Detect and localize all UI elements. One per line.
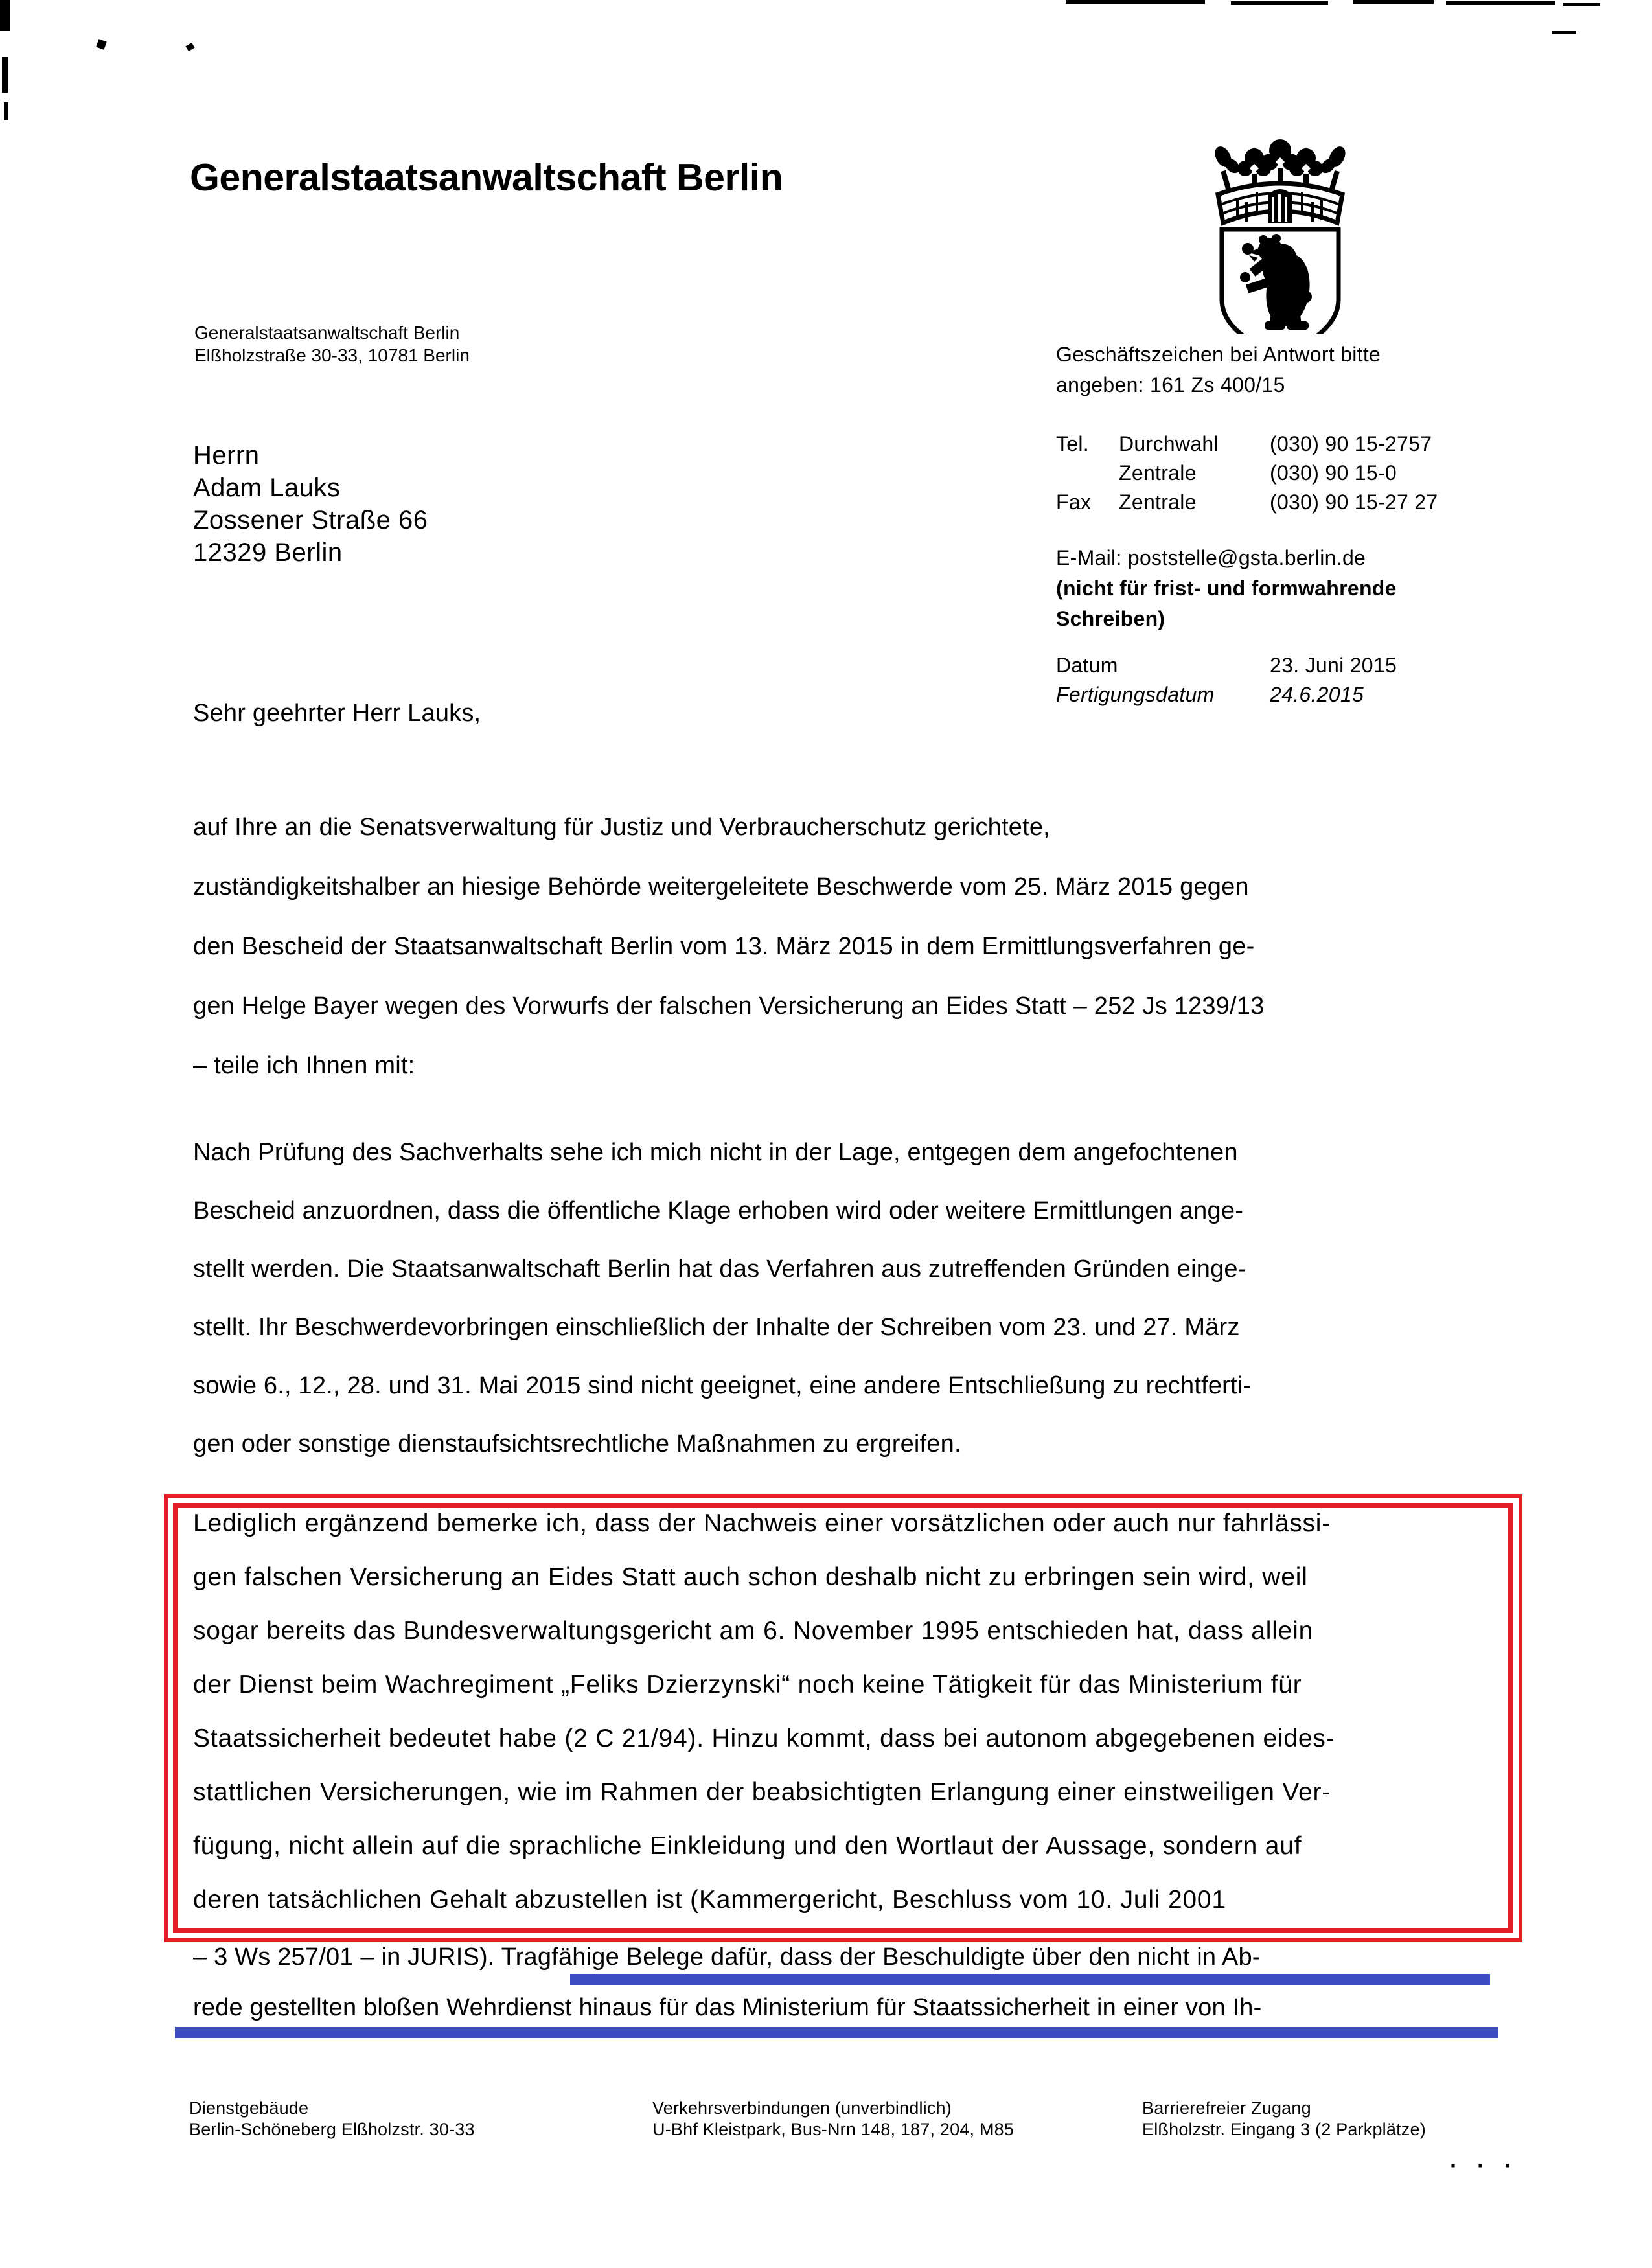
production-date-row bbox=[1056, 680, 1522, 709]
phone-row-zentrale bbox=[1056, 458, 1522, 487]
paragraph-line: sogar bereits das Bundesverwaltungsgericht am 6. November 1995 entschieden hat, dass allein bbox=[193, 1617, 1314, 1645]
footer-col-verkehr bbox=[652, 2098, 1014, 2140]
phone-row-label: Zentrale bbox=[1119, 490, 1197, 514]
footer-col-barrierefrei bbox=[1142, 2098, 1426, 2140]
paragraph-line: auf Ihre an die Senatsverwaltung für Justiz und Verbraucherschutz gerichtete, bbox=[193, 814, 1050, 841]
phone-row-label: Zentrale bbox=[1119, 461, 1197, 485]
footer-label: Verkehrsverbindungen (unverbindlich) bbox=[652, 2098, 952, 2118]
scan-dots-mark: · · · bbox=[1450, 2152, 1519, 2179]
email-note: (nicht für frist- und formwahrende bbox=[1056, 577, 1397, 600]
blue-underline-1 bbox=[570, 1974, 1490, 1985]
footer-value: Berlin-Schöneberg Elßholzstr. 30-33 bbox=[189, 2120, 475, 2139]
paragraph-line: fügung, nicht allein auf die sprachliche Einkleidung und den Wortlaut der Aussage, sondern auf bbox=[193, 1832, 1302, 1860]
footer-value: Elßholzstr. Eingang 3 (2 Parkplätze) bbox=[1142, 2120, 1426, 2139]
paragraph-line: Lediglich ergänzend bemerke ich, dass der Nachweis einer vorsätzlichen oder auch nur fahrlässi- bbox=[193, 1509, 1331, 1537]
date-label: Datum bbox=[1056, 654, 1118, 677]
sender-line: Elßholzstraße 30-33, 10781 Berlin bbox=[194, 345, 470, 365]
production-date-value: 24.6.2015 bbox=[1270, 683, 1364, 706]
paragraph-line: gen falschen Versicherung an Eides Statt auch schon deshalb nicht zu erbringen sein wird, weil bbox=[193, 1563, 1308, 1591]
fax-row bbox=[1056, 487, 1522, 516]
email-line: E-Mail: poststelle@gsta.berlin.de bbox=[1056, 546, 1366, 569]
boxed-paragraph bbox=[193, 1509, 1335, 1940]
reference-number: angeben: 161 Zs 400/15 bbox=[1056, 373, 1285, 396]
paragraph-line: stellt. Ihr Beschwerdevorbringen einschließlich der Inhalte der Schreiben vom 23. und 27. März bbox=[193, 1314, 1240, 1341]
closing-line-1: – 3 Ws 257/01 – in JURIS). Tragfähige Belege dafür, dass der Beschuldigte über den nicht in Ab- bbox=[193, 1943, 1261, 1971]
sender-address bbox=[194, 321, 470, 367]
meta-block bbox=[1056, 339, 1522, 709]
date-value: 23. Juni 2015 bbox=[1270, 654, 1397, 677]
paragraph-line: den Bescheid der Staatsanwaltschaft Berlin vom 13. März 2015 in dem Ermittlungsverfahren ge- bbox=[193, 933, 1255, 960]
tel-label: Tel. bbox=[1056, 432, 1089, 455]
paragraph-1 bbox=[193, 814, 1264, 1112]
closing-line-2: rede gestellten bloßen Wehrdienst hinaus für das Ministerium für Staatssicherheit in einer von Ih- bbox=[193, 1994, 1262, 2021]
salutation: Sehr geehrter Herr Lauks, bbox=[193, 700, 481, 727]
recipient-line: Zossener Straße 66 bbox=[193, 506, 428, 534]
email-note: Schreiben) bbox=[1056, 607, 1165, 630]
paragraph-line: – teile ich Ihnen mit: bbox=[193, 1052, 415, 1079]
paragraph-line: sowie 6., 12., 28. und 31. Mai 2015 sind nicht geeignet, eine andere Entschließung zu rechtferti- bbox=[193, 1372, 1252, 1399]
paragraph-line: gen Helge Bayer wegen des Vorwurfs der falschen Versicherung an Eides Statt – 252 Js 1239/13 bbox=[193, 992, 1265, 1020]
paragraph-line: deren tatsächlichen Gehalt abzustellen ist (Kammergericht, Beschluss vom 10. Juli 2001 bbox=[193, 1886, 1226, 1914]
paragraph-line: Staatssicherheit bedeutet habe (2 C 21/94). Hinzu kommt, dass bei autonom abgegebenen eides- bbox=[193, 1724, 1335, 1752]
berlin-coat-of-arms-icon bbox=[1204, 96, 1356, 334]
fax-number: (030) 90 15-27 27 bbox=[1270, 490, 1438, 514]
recipient-line: Adam Lauks bbox=[193, 474, 341, 502]
recipient-line: Herrn bbox=[193, 441, 260, 470]
footer-value: U-Bhf Kleistpark, Bus-Nrn 148, 187, 204, M85 bbox=[652, 2120, 1015, 2139]
reference-note: Geschäftszeichen bei Antwort bitte bbox=[1056, 343, 1381, 366]
phone-row-durchwahl bbox=[1056, 429, 1522, 458]
page-title: Generalstaatsanwaltschaft Berlin bbox=[190, 156, 783, 199]
blue-underline-2 bbox=[175, 2027, 1498, 2038]
footer-col-dienstgebaeude bbox=[189, 2098, 475, 2140]
recipient-line: 12329 Berlin bbox=[193, 538, 343, 567]
sender-line: Generalstaatsanwaltschaft Berlin bbox=[194, 323, 460, 343]
paragraph-line: stellt werden. Die Staatsanwaltschaft Berlin hat das Verfahren aus zutreffenden Gründen einge- bbox=[193, 1255, 1246, 1283]
phone-number: (030) 90 15-2757 bbox=[1270, 432, 1432, 455]
paragraph-line: Bescheid anzuordnen, dass die öffentliche Klage erhoben wird oder weitere Ermittlungen ange- bbox=[193, 1197, 1244, 1224]
footer-label: Barrierefreier Zugang bbox=[1142, 2098, 1311, 2118]
production-date-label: Fertigungsdatum bbox=[1056, 683, 1215, 706]
fax-label: Fax bbox=[1056, 490, 1092, 514]
phone-row-label: Durchwahl bbox=[1119, 432, 1219, 455]
paragraph-line: Nach Prüfung des Sachverhalts sehe ich mich nicht in der Lage, entgegen dem angefochtenen bbox=[193, 1139, 1238, 1166]
paragraph-line: zuständigkeitshalber an hiesige Behörde weitergeleitete Beschwerde vom 25. März 2015 gegen bbox=[193, 873, 1249, 900]
phone-number: (030) 90 15-0 bbox=[1270, 461, 1397, 485]
paragraph-2 bbox=[193, 1139, 1251, 1489]
paragraph-line: stattlichen Versicherungen, wie im Rahmen der beabsichtigten Erlangung einer einstweiligen Ver- bbox=[193, 1778, 1331, 1806]
paragraph-line: gen oder sonstige dienstaufsichtsrechtliche Maßnahmen zu ergreifen. bbox=[193, 1430, 961, 1458]
date-row bbox=[1056, 650, 1522, 680]
paragraph-line: der Dienst beim Wachregiment „Feliks Dzierzynski“ noch keine Tätigkeit für das Ministerium für bbox=[193, 1671, 1302, 1699]
footer-label: Dienstgebäude bbox=[189, 2098, 309, 2118]
recipient-address bbox=[193, 439, 428, 569]
